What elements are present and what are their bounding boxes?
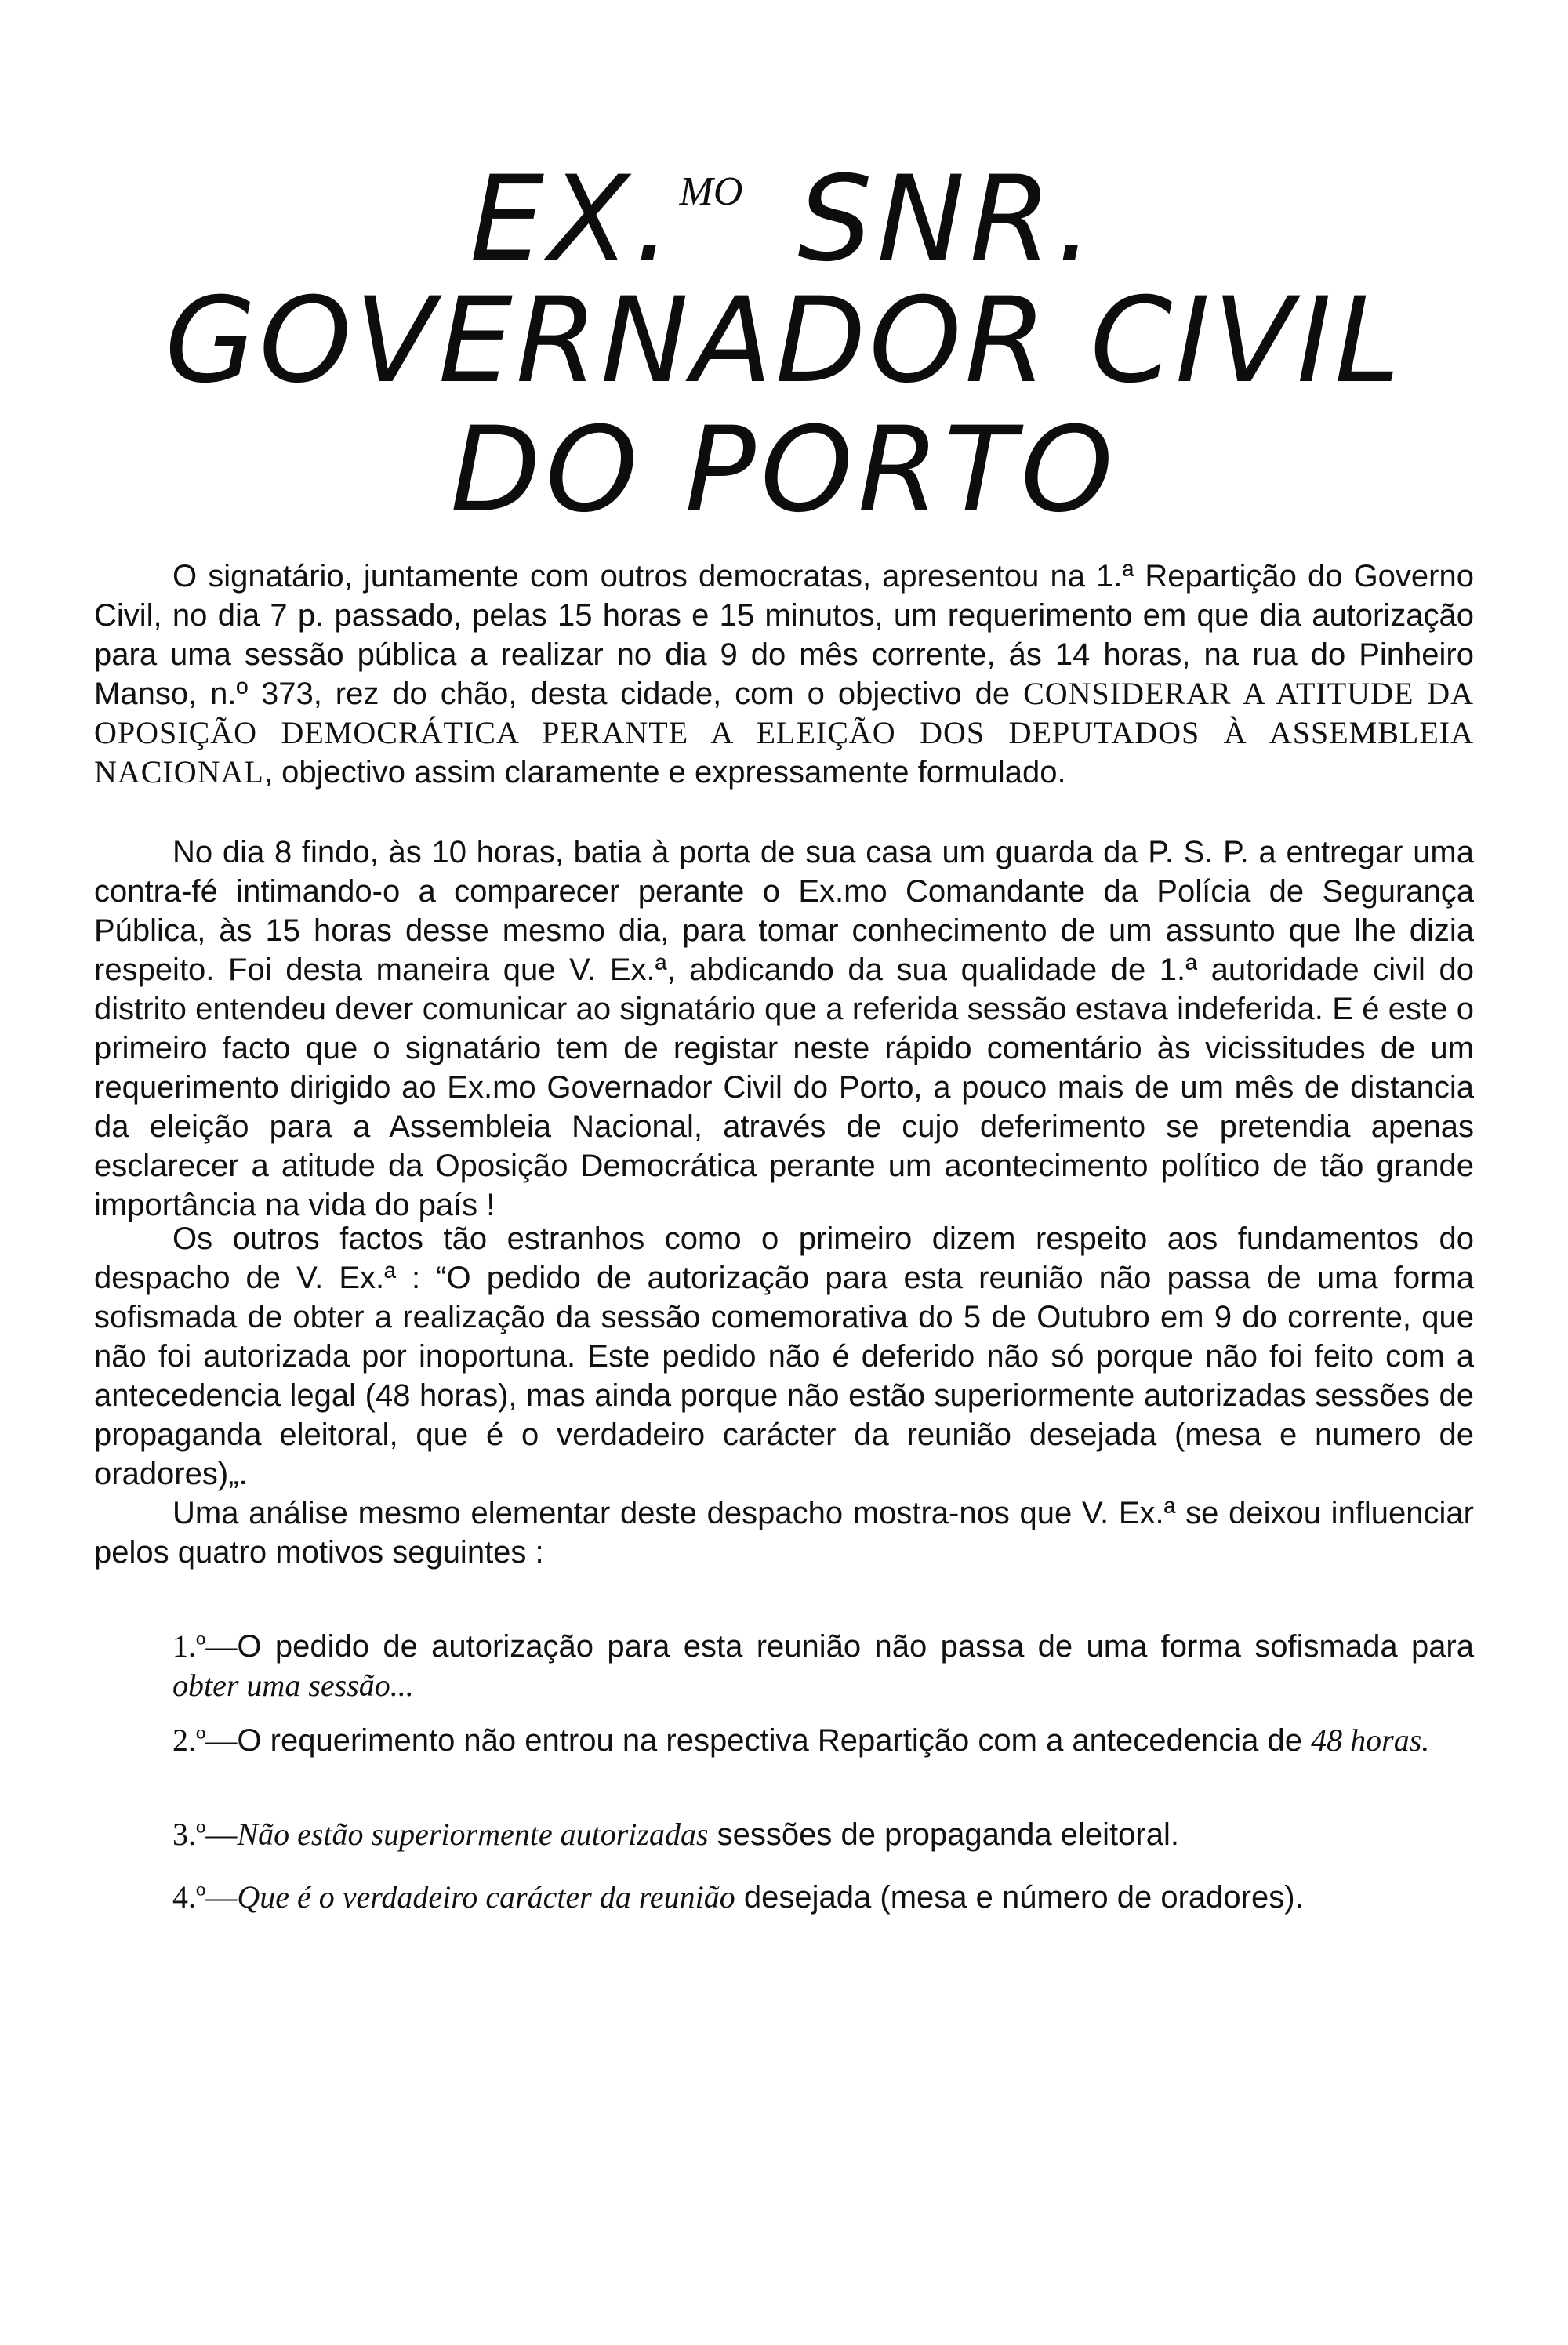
heading-line-1: [0, 151, 1568, 288]
paragraph-1-caps: CONSIDERAR A ATITUDE DA OPOSIÇÃO DEMOCRÁTICA PERANTE A ELEIÇÃO DOS DEPUTADOS À ASSEMBLEIA NACIONAL: [94, 676, 1474, 790]
motive-3-rest: sessões de propaganda eleitoral.: [708, 1817, 1179, 1852]
paragraph-2: No dia 8 findo, às 10 horas, batia à porta de sua casa um guarda da P. S. P. a entregar uma contra-fé intimando-o a comparecer perante o Ex.mo Comandante da Polícia de Segurança Pública, às 15 horas desse mesmo dia, para tomar conhecimento de um assunto que lhe dizia respeito. Foi desta maneira que V. Ex.ª, abdicando da sua qualidade de 1.ª autoridade civil do distrito entendeu dever comunicar ao signatário que a referida sessão estava indeferida. E é este o primeiro facto que o signatário tem de registar neste rápido comentário às vicissitudes de um requerimento dirigido ao Ex.mo Governador Civil do Porto, a pouco mais de um mês de distancia da eleição para a Assembleia Nacional, através de cujo deferimento se pretendia apenas esclarecer a atitude da Oposição Democrática perante um acontecimento político de tão grande importância na vida do país !: [94, 835, 1474, 1222]
motive-3: [172, 1815, 1474, 1854]
motive-4: [172, 1878, 1474, 1917]
heading-line-2: GOVERNADOR CIVIL: [165, 273, 1403, 409]
motive-2-number: 2.º—: [172, 1722, 238, 1758]
motive-2: [172, 1721, 1474, 1760]
motive-4-rest: desejada (mesa e número de oradores).: [735, 1880, 1304, 1915]
paragraph-1: [94, 557, 1474, 792]
motive-1-italic: obter uma sessão...: [172, 1668, 414, 1703]
motive-1-text: O pedido de autorização para esta reunião não passa de uma forma sofismada para: [237, 1629, 1474, 1664]
motive-2-italic: 48 horas.: [1311, 1722, 1430, 1758]
paragraph-1-text-a: O signatário, juntamente com outros democratas, apresentou na 1.ª Repartição do Governo Civil, no dia 7 p. passado, pelas 15 horas e 15 minutos, um requerimento em que dia autorização para uma sessão pública a realizar no dia 9 do mês corrente, ás 14 horas, na rua do Pinheiro Manso, n.º 373, rez do chão, desta cidade, com o objectivo de: [94, 559, 1474, 711]
motive-1: [172, 1627, 1474, 1705]
motive-3-italic: Não estão superiormente autorizadas: [237, 1817, 709, 1852]
motive-4-number: 4.º—: [172, 1879, 238, 1915]
heading-superscript: MO: [679, 169, 743, 214]
motive-4-italic: Que é o verdadeiro carácter da reunião: [237, 1879, 735, 1915]
paragraph-4: Uma análise mesmo elementar deste despacho mostra-nos que V. Ex.ª se deixou influenciar pelos quatro motivos seguintes :: [94, 1496, 1474, 1570]
motive-2-text: O requerimento não entrou na respectiva Repartição com a antecedencia de: [237, 1723, 1312, 1758]
paragraph-3: Os outros factos tão estranhos como o primeiro dizem respeito aos fundamentos do despacho de V. Ex.ª : “O pedido de autorização para esta reunião não passa de uma forma sofismada de obter a realização da sessão comemorativa do 5 de Outubro em 9 do corrente, que não foi autorizada por inoportuna. Este pedido não é deferido não só porque não foi feito com a antecedencia legal (48 horas), mas ainda porque não estão superiormente autorizadas sessões de propaganda eleitoral, que é o verdadeiro carácter da reunião desejada (mesa e numero de oradores)„.: [94, 1222, 1474, 1491]
motive-1-number: 1.º—: [172, 1628, 238, 1664]
heading-line-3: DO PORTO: [450, 402, 1118, 539]
heading-snr: SNR.: [797, 151, 1098, 288]
paragraph-1-text-b: , objectivo assim claramente e expressamente formulado.: [263, 755, 1066, 790]
motive-3-number: 3.º—: [172, 1817, 238, 1852]
heading-ex: EX.: [470, 151, 677, 288]
